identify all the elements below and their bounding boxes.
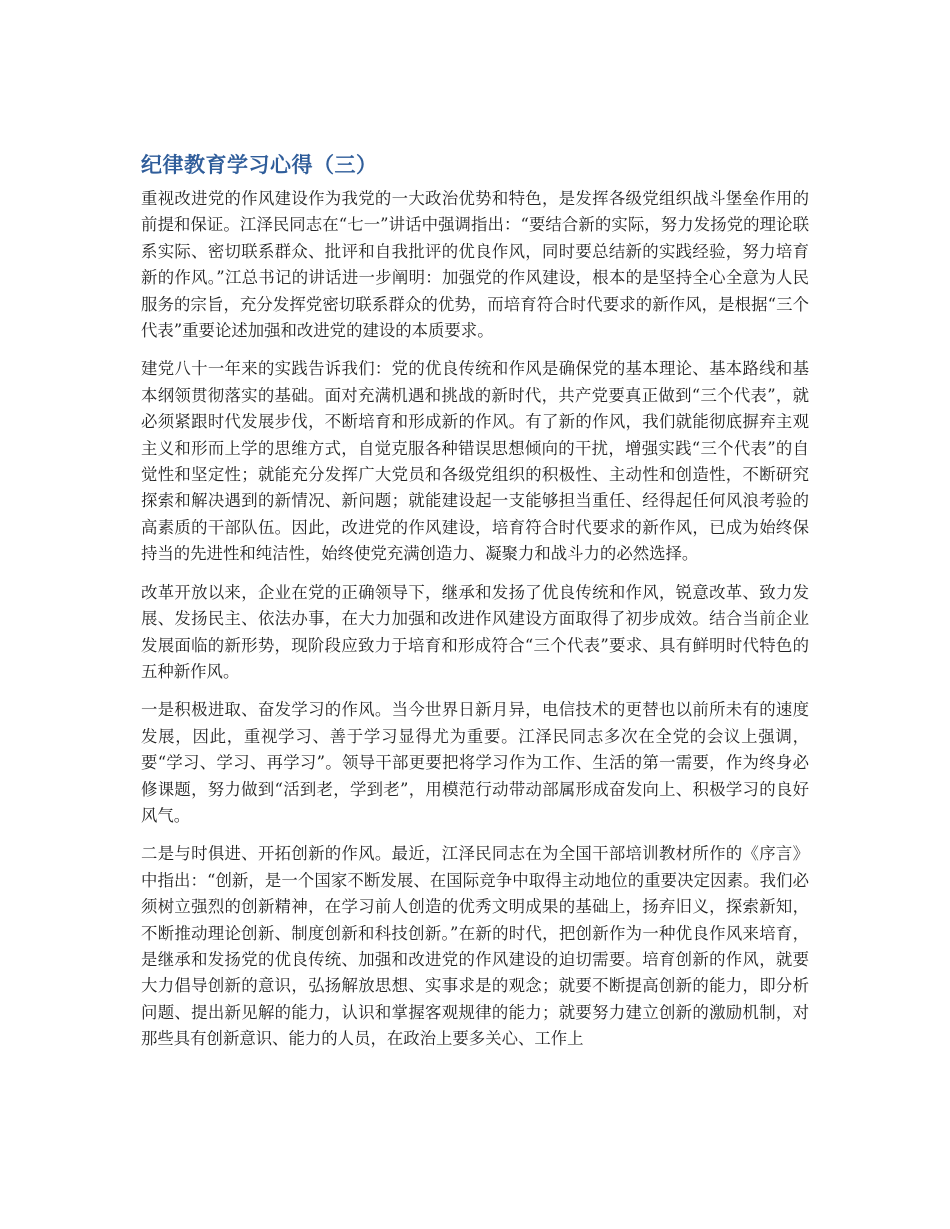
- paragraph-3: 改革开放以来，企业在党的正确领导下，继承和发扬了优良传统和作风，锐意改革、致力发展、发扬民主、依法办事，在大力加强和改进作风建设方面取得了初步成效。结合当前企业发展面临的新形势，现阶段应致力于培育和形成符合“三个代表”要求、具有鲜明时代特色的五种新作风。: [141, 582, 809, 681]
- document-page: [141, 150, 809, 1065]
- paragraph-5: 二是与时俱进、开拓创新的作风。最近，江泽民同志在为全国干部培训教材所作的《序言》中指出：“创新，是一个国家不断发展、在国际竞争中取得主动地位的重要决定因素。我们必须树立强烈的创新精神，在学习前人创造的优秀文明成果的基础上，扬弃旧义，探索新知，不断推动理论创新、制度创新和科技创新。”在新的时代，把创新作为一种优良作风来培育，是继承和发扬党的优良传统、加强和改进党的作风建设的迫切需要。培育创新的作风，就要大力倡导创新的意识，弘扬解放思想、实事求是的观念；就要不断提高创新的能力，即分析问题、提出新见解的能力，认识和掌握客观规律的能力；就要努力建立创新的激励机制，对那些具有创新意识、能力的人员，在政治上要多关心、工作上: [141, 844, 809, 1049]
- paragraph-1: 重视改进党的作风建设作为我党的一大政治优势和特色，是发挥各级党组织战斗堡垒作用的前提和保证。江泽民同志在“七一”讲话中强调指出：“要结合新的实际，努力发扬党的理论联系实际、密切联系群众、批评和自我批评的优良作风，同时要总结新的实践经验，努力培育新的作风。”江总书记的讲话进一步阐明：加强党的作风建设，根本的是坚持全心全意为人民服务的宗旨，充分发挥党密切联系群众的优势，而培育符合时代要求的新作风，是根据“三个代表”重要论述加强和改进党的建设的本质要求。: [141, 189, 809, 341]
- paragraph-4: 一是积极进取、奋发学习的作风。当今世界日新月异，电信技术的更替也以前所未有的速度发展，因此，重视学习、善于学习显得尤为重要。江泽民同志多次在全党的会议上强调，要“学习、学习、再学习”。领导干部更要把将学习作为工作、生活的第一需要，作为终身必修课题，努力做到“活到老，学到老”，用模范行动带动部属形成奋发向上、积极学习的良好风气。: [141, 700, 809, 825]
- document-title: 纪律教育学习心得（三）: [141, 153, 378, 177]
- paragraph-2: 建党八十一年来的实践告诉我们：党的优良传统和作风是确保党的基本理论、基本路线和基本纲领贯彻落实的基础。面对充满机遇和挑战的新时代，共产党要真正做到“三个代表”，就必须紧跟时代发展步伐，不断培育和形成新的作风。有了新的作风，我们就能彻底摒弃主观主义和形而上学的思维方式，自觉克服各种错误思想倾向的干扰，增强实践“三个代表”的自觉性和坚定性；就能充分发挥广大党员和各级党组织的积极性、主动性和创造性，不断研究探索和解决遇到的新情况、新问题；就能建设起一支能够担当重任、经得起任何风浪考验的高素质的干部队伍。因此，改进党的作风建设，培育符合时代要求的新作风，已成为始终保持当的先进性和纯洁性，始终使党充满创造力、凝聚力和战斗力的必然选择。: [141, 359, 809, 564]
